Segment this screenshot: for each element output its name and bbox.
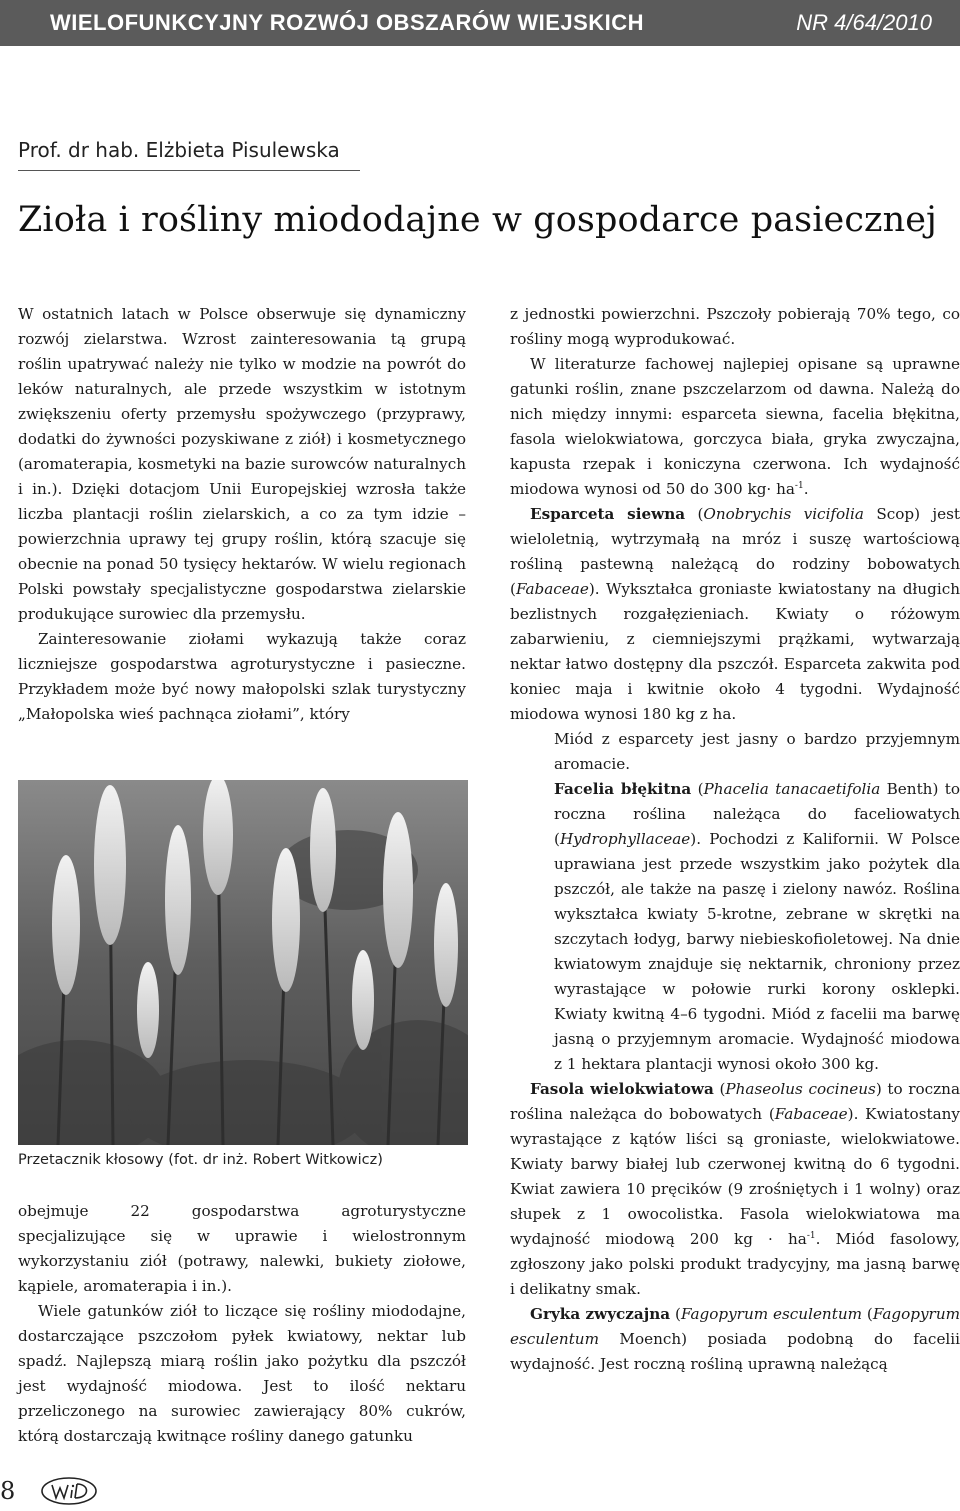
latin-author: Scop [876,505,915,523]
multiply-dot: · [766,480,772,498]
paragraph-text: to roczna roślina należąca do bobowatych ( [510,1080,960,1123]
paragraph: Wiele gatunków ziół to liczące się rośliny miododajne, dostarczające pszczołom pyłek kwiatowy, nektar lub spadź. Najlepszą miarą roślin jako pożytku dla pszczół jest wydajność miodowa. Jest to ilość nektaru przeliczonego na surowiec zawierający 80% cukrów, którą dostarczają kwitnące rośliny danego gatunku [18,1302,466,1445]
paragraph-text: W literaturze fachowej najlepiej opisane są uprawne gatunki roślin, znane pszczelarzom od dawna. Należą do nich między innymi: esparceta siewna, facelia błękitna, fasola wielokwiatowa, gorczyca biała, gryka zwyczajna, kapusta rzepak i koniczyna czerwona. Ich wydajność miodowa wynosi od 50 do 300 kg [510,355,960,498]
superscript: -1 [806,1230,816,1241]
paragraph-text: Benth) to roczna roślina należąca do faceliowatych ( [554,780,960,848]
unit-text: ha [771,480,795,498]
herb-photo [18,780,468,1145]
left-column-top [18,302,466,727]
gryka-paragraph: Gryka zwyczajna (Fagopyrum esculentum (Fagopyrum esculentum Moench) posiada podobną do facelii wydajność. Jest roczną rośliną uprawną należącą [510,1305,960,1373]
family-name: Fabaceae [774,1105,848,1123]
paragraph-end: . [803,480,809,498]
left-column-bottom [18,1199,466,1449]
paragraph-text: ). Pochodzi z Kalifornii. W Polsce uprawiana jest przede wszystkim jako pożytek dla pszczół, ale także na paszę i zielony nawóz. Roślina wykształca kwiaty 5-krotne, zebrane w skrętki na szczytach łodyg, barwy niebieskofioletowej. Na dnie kwiatowym znajduje się nektarnik, chroniony przez wyrastające w połowie rurki korony osklepki. Kwiaty kwitną 4–6 tygodni. Miód z facelii ma barwę jasną o przyjemnym aromacie. Wydajność miodowa z 1 hektara plantacji wynosi około 300 kg. [554,830,960,1073]
issue-number: NR 4/64/2010 [796,10,932,35]
latin-name: Onobrychis vicifolia [703,505,864,523]
superscript: -1 [794,480,804,491]
right-column [510,302,960,1377]
fasola-paragraph: Fasola wielokwiatowa (Phaseolus cocineus) to roczna roślina należąca do bobowatych (Fabaceae). Kwiatostany wyrastające z kątów liści są groniaste, wielokwiatowe. Kwiaty barwy białej lub czerwonej kwitną do 6 tygodni. Kwiat zawiera 10 pręcików (9 zrośniętych i 1 wolny) oraz słupek z 1 owocolistka. Fasola wielokwiatowa ma wydajność miodową 200 kg · $ha^{-1}$. Miód fasolowy, zgłoszony jako polski produkt tradycyjny, ma jasną barwę i delikatny smak. [510,1080,960,1298]
latin-name: Fagopyrum esculentum [680,1305,862,1323]
article-author: Prof. dr hab. Elżbieta Pisulewska [18,138,360,171]
family-name: Hydrophyllaceae [559,830,691,848]
journal-title: WIELOFUNKCYJNY ROZWÓJ OBSZARÓW WIEJSKICH [50,10,645,35]
paragraph: z jednostki powierzchni. Pszczoły pobierają 70% tego, co rośliny mogą wyprodukować. [510,305,960,348]
article-title: Zioła i rośliny miododajne w gospodarce pasiecznej [18,200,937,240]
plant-name: Esparceta siewna [530,505,686,523]
plant-name: Gryka zwyczajna [530,1305,671,1323]
paragraph-text: ). Kwiatostany wyrastające z kątów liści są groniaste, wielokwiatowe. Kwiaty barwy białej lub czerwonej kwitną do 6 tygodni. Kwiat zawiera 10 pręcików (9 zrośniętych i 1 wolny) oraz słupek z 1 owocolistka. Fasola wielokwiatowa ma wydajność miodową 200 kg · ha [510,1105,960,1248]
paragraph [510,352,960,502]
paragraph: W ostatnich latach w Polsce obserwuje się dynamiczny rozwój zielarstwa. Wzrost zainteresowania tą grupą roślin upatrywać należy nie tylko w modzie na powrót do leków naturalnych, ale przede wszystkim w istotnym zwiększeniu oferty przemysłu spożywczego (przyprawy, dodatki do żywności pozyskiwane z ziół) i kosmetycznego (aromaterapia, kosmetyki na bazie surowców naturalnych i in.). Dzięki dotacjom Unii Europejskiej wzrosła także liczba plantacji roślin zielarskich, a co za tym idzie – powierzchnia uprawy tej grupy roślin, którą szacuje się obecnie na ponad 50 tysięcy hektarów. W wielu regionach Polski powstały specjalistyczne gospodarstwa zielarskie produkujące surowiec dla przemysłu. [18,305,466,623]
paragraph: obejmuje 22 gospodarstwa agroturystyczne specjalizujące się w uprawie i wielostronnym wykorzystaniu ziół (potrawy, nalewki, bukiety ziołowe, kąpiele, aromaterapia i in.). [18,1202,466,1295]
esparceta-paragraph: Esparceta siewna (Onobrychis vicifolia Scop) jest wieloletnią, wytrzymałą na mróz i suszę wartościową rośliną pastewną należącą do rodziny bobowatych (Fabaceae). Wykształca groniaste kwiatostany na długich bezlistnych rozgałęzieniach. Kwiaty o różowym zabarwieniu, z ciemniejszymi prążkami, wytwarzają nektar łatwo dostępny dla pszczół. Esparceta zakwita pod koniec maja i kwitnie około 4 tygodni. Wydajność miodowa wynosi 180 kg z ha. [510,505,960,723]
paragraph-text: . Miód fasolowy, zgłoszony jako polski produkt tradycyjny, ma jasną barwę i delikatny smak. [510,1230,960,1298]
photo-caption: Przetacznik kłosowy (fot. dr inż. Robert Witkowicz) [18,1152,383,1168]
latin-name: Phacelia tanacaetifolia [703,780,881,798]
paragraph: Zainteresowanie ziołami wykazują także coraz liczniejsze gospodarstwa agroturystyczne i pasieczne. Przykładem może być nowy małopolski szlak turystyczny „Małopolska wieś pachnąca ziołami”, który [18,630,466,723]
latin-name: Phaseolus cocineus [725,1080,876,1098]
paragraph: Miód z esparcety jest jasny o bardzo przyjemnym aromacie. [554,730,960,773]
latin-name-alt: Fagopyrum esculentum [510,1305,960,1348]
journal-header [0,0,960,46]
wid-logo-icon [40,1476,98,1506]
page-number: 8 [0,1477,16,1505]
paragraph-text: jest wieloletnią, wytrzymałą na mróz i suszę wartościową rośliną pastewną należącą do rodziny bobowatych ( [510,505,960,598]
family-name: Fabaceae [515,580,589,598]
plant-name: Fasola wielokwiatowa [530,1080,714,1098]
paragraph-text: ). Wykształca groniaste kwiatostany na długich bezlistnych rozgałęzieniach. Kwiaty o różowym zabarwieniu, z ciemniejszymi prążkami, wytwarzają nektar łatwo dostępny dla pszczół. Esparceta zakwita pod koniec maja i kwitnie około 4 tygodni. Wydajność miodowa wynosi 180 kg z ha. [510,580,960,723]
facelia-paragraph: Facelia błękitna (Phacelia tanacaetifolia Benth) to roczna roślina należąca do faceliowatych (Hydrophyllaceae). Pochodzi z Kalifornii. W Polsce uprawiana jest przede wszystkim jako pożytek dla pszczół, ale także na paszę i zielony nawóz. Roślina wykształca kwiaty 5-krotne, zebrane w skrętki na szczytach łodyg, barwy niebieskofioletowej. Na dnie kwiatowym znajduje się nektarnik, chroniony przez wyrastające w połowie rurki korony osklepki. Kwiaty kwitną 4–6 tygodni. Miód z facelii ma barwę jasną o przyjemnym aromacie. Wydajność miodowa z 1 hektara plantacji wynosi około 300 kg. [554,780,960,1073]
plant-name: Facelia błękitna [554,780,692,798]
paragraph-text: Moench) posiada podobną do facelii wydajność. Jest roczną rośliną uprawną należącą [510,1330,960,1373]
